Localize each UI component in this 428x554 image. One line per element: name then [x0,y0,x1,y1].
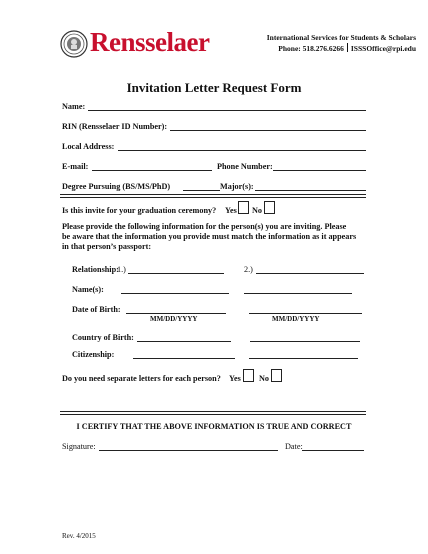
rin-field[interactable] [170,130,366,131]
citizenship-label: Citizenship: [72,350,115,359]
phone-label: Phone Number: [217,162,273,171]
separate-yes-checkbox[interactable] [243,369,254,382]
dob-label: Date of Birth: [72,305,121,314]
relationship-label: Relationship: [72,265,119,274]
date-field[interactable] [302,450,364,451]
graduation-no-label: No [252,206,263,215]
relationship-2-field[interactable] [256,273,364,274]
dob-2-format: MM/DD/YYYY [272,315,320,323]
name-1-field[interactable] [121,293,229,294]
section-divider [60,194,366,198]
form-title: Invitation Letter Request Form [126,80,302,95]
signature-label: Signature: [62,442,96,451]
citizenship-1-field[interactable] [133,358,235,359]
instructions-line-1: Please provide the following information for the person(s) you are inviting. Please [62,222,347,231]
graduation-no-checkbox[interactable] [264,201,275,214]
degree-label: Degree Pursuing (BS/MS/PhD) [62,182,171,191]
name-label: Name: [62,102,86,111]
country-label: Country of Birth: [72,333,134,342]
dob-2-field[interactable] [249,313,362,314]
email-label: E-mail: [62,162,89,171]
graduation-question: Is this invite for your graduation ceremony? [62,206,217,215]
address-field[interactable] [118,150,366,151]
majors-field[interactable] [255,190,366,191]
graduation-yes-checkbox[interactable] [238,201,249,214]
instructions [62,222,372,252]
person-1-marker: 1.) [117,265,126,274]
rensselaer-seal-icon [60,30,88,58]
separate-question: Do you need separate letters for each person? [62,374,221,383]
separator [347,43,348,52]
graduation-yes-label: Yes [225,206,237,215]
office-name: International Services for Students & Scholars [266,33,416,42]
degree-field[interactable] [183,190,220,191]
address-label: Local Address: [62,142,115,151]
dob-1-field[interactable] [126,313,226,314]
certify-divider [60,411,366,415]
certify-statement: I CERTIFY THAT THE ABOVE INFORMATION IS TRUE AND CORRECT [76,422,352,431]
country-2-field[interactable] [250,341,360,342]
citizenship-2-field[interactable] [249,358,358,359]
dob-1-format: MM/DD/YYYY [150,315,198,323]
instructions-line-3: in that person’s passport: [62,242,152,251]
office-email: ISSSOffice@rpi.edu [350,44,416,53]
signature-field[interactable] [99,450,278,451]
name-2-field[interactable] [244,293,352,294]
office-info [206,33,416,54]
relationship-1-field[interactable] [128,273,224,274]
names-label: Name(s): [72,285,104,294]
office-contact [206,43,416,54]
phone-field[interactable] [273,170,366,171]
email-field[interactable] [92,170,212,171]
person-2-marker: 2.) [244,265,253,274]
office-phone: Phone: 518.276.6266 [278,44,344,53]
separate-yes-label: Yes [229,374,241,383]
separate-no-label: No [259,374,270,383]
separate-no-checkbox[interactable] [271,369,282,382]
logo-text: Rensselaer [90,27,210,57]
revision-note: Rev. 4/2015 [62,532,96,540]
majors-label: Major(s): [220,182,254,191]
date-label: Date: [285,442,303,451]
country-1-field[interactable] [137,341,231,342]
rin-label: RIN (Rensselaer ID Number): [62,122,168,131]
instructions-line-2: be aware that the information you provide must match the information as it appears [62,232,357,241]
name-field[interactable] [88,110,366,111]
